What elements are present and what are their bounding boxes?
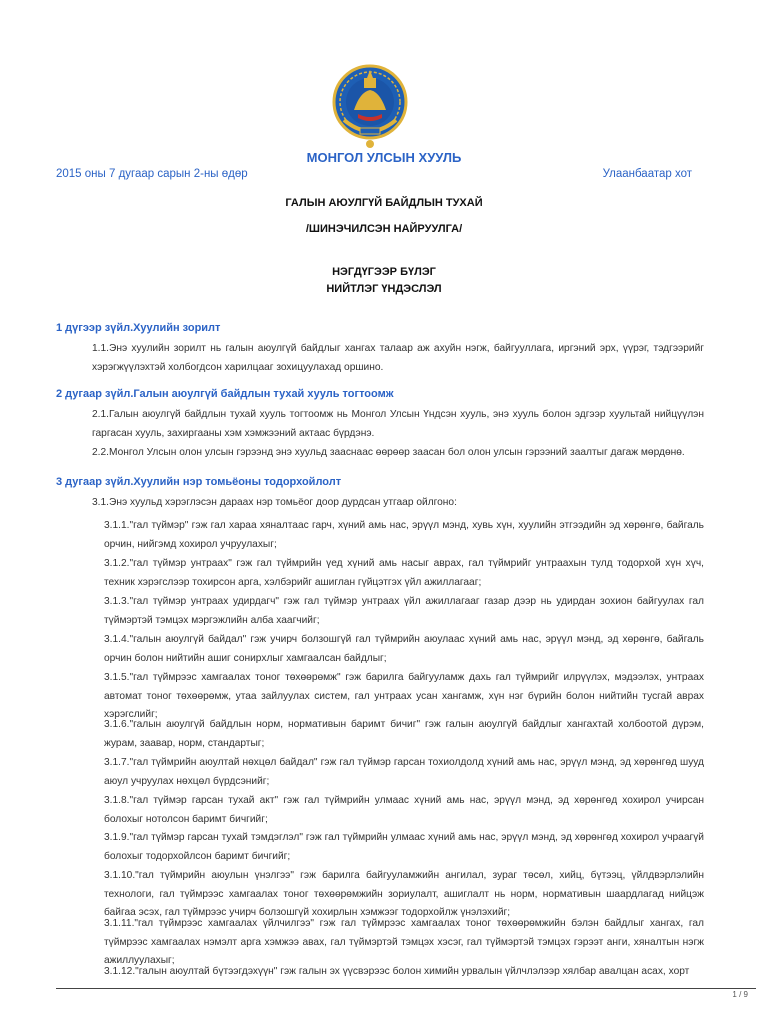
definition-3-1-5: 3.1.5."гал түймрээс хамгаалах тоног төхөөрөмж" гэж барилга байгууламж дахь гал түймрийг илрүүлэх, мэдээлэх, унтраах автомат тоног төхөөрөмж, утаа зайлуулах систем, гал унтраах усан хангамж, хүн нэг бүрийн болон нийтийн тусгай аврах хэрэгслийг; <box>104 672 704 720</box>
definition-3-1-6: 3.1.6."галын аюулгүй байдлын норм, нормативын баримт бичиг" гэж галын аюулгүй байдлыг хангахтай холбоотой дүрэм, журам, заавар, норм, стандартыг; <box>104 719 704 749</box>
definition-3-1-10: 3.1.10."гал түймрийн аюулын үнэлгээ" гэж барилга байгууламжийн ангилал, зураг төсөл, хийц, бүтээц, үйлдвэрлэлийн технологи, гал түймрээс хамгаалах тоног төхөөрөмжийн зориулалт, ашиглалт нь норм, нормативын шаардлагад нийцэж байгаа эсэх, гал түймрээс учирч болзошгүй хохирлын хэмжээг тодорхойлж үнэлэхийг; <box>104 870 704 918</box>
chapter-number: НЭГДҮГЭЭР БҮЛЭГ <box>332 266 436 278</box>
article-1-title: 1 дүгээр зүйл.Хуулийн зорилт <box>56 322 221 334</box>
article-2-paragraph-1: 2.1.Галын аюулгүй байдлын тухай хууль тогтоомж нь Монгол Улсын Үндсэн хууль, энэ хууль болон эдгээр хуультай нийцүүлэн гаргасан хууль, захиргааны хэм хэмжээний актаас бүрдэнэ. <box>92 409 704 439</box>
chapter-name: НИЙТЛЭГ ҮНДЭСЛЭЛ <box>326 283 442 295</box>
definition-3-1-12: 3.1.12."галын аюултай бүтээгдэхүүн" гэж галын эх үүсвэрээс болон химийн урвалын үйлчлэлээр хялбар авалцан асах, хорт <box>104 966 690 977</box>
definition-3-1-2: 3.1.2."гал түймэр унтраах" гэж гал түймрийн үед хүний амь насыг аврах, гал түймрийг унтраахын тулд тодорхой хүн хүч, техник хэрэгслээр тохирсон арга, хэлбэрийг ашиглан гүйцэтгэх үйл ажиллагааг; <box>104 558 704 588</box>
article-1-paragraph-1: 1.1.Энэ хуулийн зорилт нь галын аюулгүй байдлыг хангах талаар аж ахуйн нэгж, байгууллага, иргэний эрх, үүрэг, тэдгээрийг хэрэгжүүлэхтэй холбогдсон харилцааг зохицуулахад оршино. <box>92 343 704 373</box>
footer-divider <box>56 988 756 989</box>
law-title: ГАЛЫН АЮУЛГҮЙ БАЙДЛЫН ТУХАЙ <box>285 197 483 209</box>
mongolia-state-emblem-icon <box>330 62 410 150</box>
definition-3-1-7: 3.1.7."гал түймрийн аюултай нөхцөл байдал" гэж гал түймэр гарсан тохиолдолд хүний амь нас, эрүүл мэнд, эд хөрөнгөд шууд аюул учруулах нөхцөл бүрдсэнийг; <box>104 757 704 787</box>
definition-3-1-9: 3.1.9."гал түймэр гарсан тухай тэмдэглэл" гэж гал түймрийн улмаас хүний амь нас, эрүүл мэнд, эд хөрөнгөд хохирол учраагүй болохыг тодорхойлсон баримт бичгийг; <box>104 832 704 862</box>
page-number: 1 / 9 <box>732 990 748 999</box>
article-2-title: 2 дугаар зүйл.Галын аюулгүй байдлын тухай хууль тогтоомж <box>56 388 394 400</box>
adoption-date: 2015 оны 7 дугаар сарын 2-ны өдөр <box>56 168 248 180</box>
law-subtitle: /ШИНЭЧИЛСЭН НАЙРУУЛГА/ <box>305 223 463 235</box>
document-header-title: МОНГОЛ УЛСЫН ХУУЛЬ <box>306 150 462 165</box>
article-3-intro: 3.1.Энэ хуульд хэрэглэсэн дараах нэр томьёог доор дурдсан утгаар ойлгоно: <box>92 497 457 508</box>
definition-3-1-1: 3.1.1."гал түймэр" гэж гал хараа хяналтаас гарч, хүний амь нас, эрүүл мэнд, хувь хүн, хуулийн этгээдийн эд хөрөнгө, байгаль орчин, нийгэмд хохирол учруулахыг; <box>104 520 704 550</box>
definition-3-1-4: 3.1.4."галын аюулгүй байдал" гэж учирч болзошгүй гал түймрийн аюулаас хүний амь нас, эрүүл мэнд, эд хөрөнгө, байгаль орчин болон нийтийн ашиг сонирхлыг хамгаалсан байдлыг; <box>104 634 704 664</box>
adoption-city: Улаанбаатар хот <box>602 168 692 180</box>
date-location-row <box>56 168 692 180</box>
definition-3-1-8: 3.1.8."гал түймэр гарсан тухай акт" гэж гал түймрийн улмаас хүний амь нас, эрүүл мэнд, эд хөрөнгөд хохирол учирсан болохыг нотолсон баримт бичгийг; <box>104 795 704 825</box>
definition-3-1-11: 3.1.11."гал түймрээс хамгаалах үйлчилгээ" гэж гал түймрээс хамгаалах тоног төхөөрөмжийн бэлэн байдлыг хангах, гал түймрээс хамгаалах нэмэлт арга хэмжээ авах, гал түймэртэй тэмцэх хэсэг, гал түймэртэй тэмцэх гэрээт анги, хяналтын нэгж ажиллуулахыг; <box>104 918 704 966</box>
article-2-paragraph-2: 2.2.Монгол Улсын олон улсын гэрээнд энэ хуульд зааснаас өөрөөр заасан бол олон улсын гэрээний заалтыг дагаж мөрдөнө. <box>92 447 685 458</box>
definition-3-1-3: 3.1.3."гал түймэр унтраах удирдагч" гэж гал түймэр унтраах үйл ажиллагааг газар дээр нь удирдан зохион байгуулах гал түймэртэй тэмцэх мэргэжлийн алба хаагчийг; <box>104 596 704 626</box>
article-3-title: 3 дугаар зүйл.Хуулийн нэр томьёоны тодорхойлолт <box>56 476 342 488</box>
